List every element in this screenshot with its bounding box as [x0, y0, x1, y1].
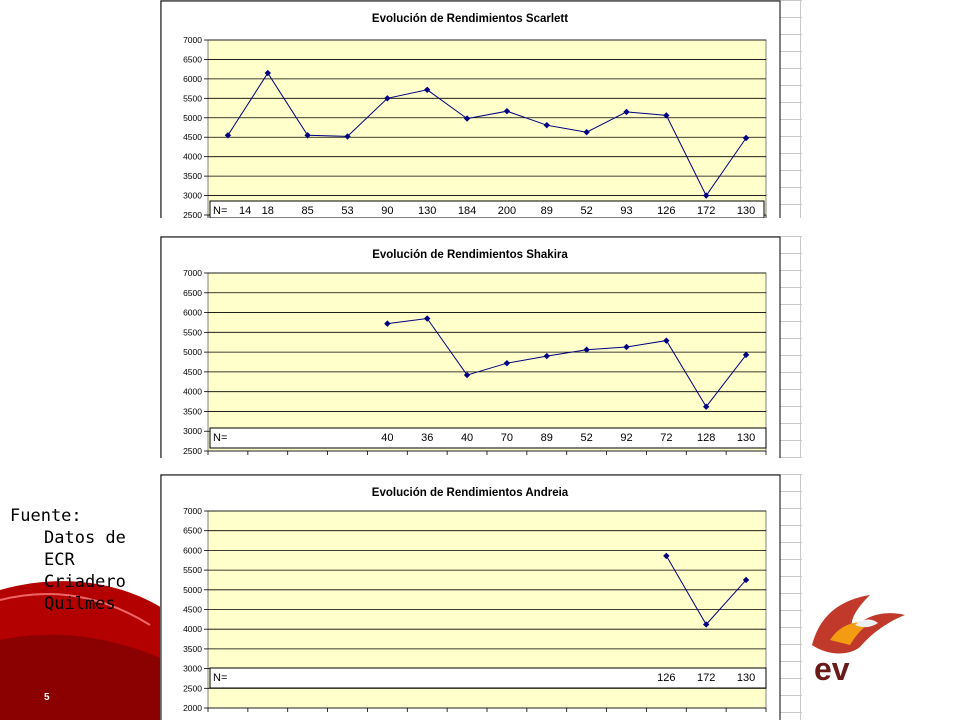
- eagle-icon: [800, 585, 910, 685]
- n-label: 52: [580, 432, 593, 444]
- n-box: [210, 668, 766, 688]
- y-tick-label: 7000: [183, 35, 202, 45]
- y-tick-label: 4000: [183, 151, 202, 162]
- y-tick-label: 4500: [183, 604, 202, 615]
- n-label: 14: [239, 205, 252, 217]
- n-label: 85: [301, 205, 314, 217]
- y-tick-label: 4500: [183, 366, 202, 377]
- chart-title: Evolución de Rendimientos Andreia: [371, 487, 569, 499]
- chart-svg-scarlett: [160, 0, 802, 218]
- y-tick-label: 6500: [183, 287, 202, 298]
- y-tick-label: 2000: [183, 703, 202, 713]
- y-tick-label: 6500: [183, 54, 202, 65]
- n-prefix: N=: [213, 205, 228, 217]
- y-tick-label: 3000: [183, 663, 202, 674]
- chart-svg-andreia: [160, 474, 802, 720]
- n-label: 172: [697, 672, 716, 684]
- n-box: [210, 201, 764, 218]
- chart-title: Evolución de Rendimientos Scarlett: [371, 13, 569, 25]
- n-label: 92: [620, 432, 633, 444]
- plot-area: [208, 273, 766, 451]
- y-tick-label: 6500: [183, 525, 202, 536]
- source-line: Quilmes: [44, 594, 116, 614]
- y-tick-label: 5000: [183, 112, 202, 123]
- y-tick-label: 6000: [183, 545, 202, 556]
- n-label: 89: [540, 432, 553, 444]
- source-note: [10, 505, 140, 615]
- y-tick-label: 4000: [183, 624, 202, 635]
- y-tick-label: 2500: [183, 683, 202, 694]
- y-tick-label: 5500: [183, 565, 202, 576]
- n-label: 53: [341, 205, 354, 217]
- y-tick-label: 3500: [183, 171, 202, 182]
- y-tick-label: 5000: [183, 584, 202, 595]
- y-tick-label: 4000: [183, 386, 202, 397]
- logo-text: ev: [814, 651, 850, 685]
- y-tick-label: 3500: [183, 643, 202, 654]
- y-tick-label: 3000: [183, 426, 202, 437]
- n-label: 130: [736, 672, 756, 684]
- y-tick-label: 4500: [183, 132, 202, 143]
- y-tick-label: 2500: [183, 446, 202, 456]
- n-label: 90: [381, 205, 394, 217]
- y-tick-label: 2500: [183, 210, 202, 218]
- source-label: Fuente:: [10, 506, 82, 526]
- n-label: 130: [736, 205, 756, 217]
- n-label: 200: [497, 205, 517, 217]
- n-label: 172: [697, 205, 716, 217]
- n-label: 18: [261, 205, 274, 217]
- plot-area: [208, 40, 766, 215]
- n-label: 52: [580, 205, 593, 217]
- n-label: 130: [736, 432, 756, 444]
- n-label: 40: [460, 432, 474, 444]
- n-label: 93: [620, 205, 633, 217]
- n-label: 126: [657, 205, 676, 217]
- y-tick-label: 3000: [183, 190, 202, 201]
- n-label: 40: [381, 432, 394, 444]
- n-label: 36: [421, 432, 434, 444]
- n-label: 128: [697, 432, 716, 444]
- n-prefix: N=: [213, 432, 228, 444]
- y-tick-label: 5000: [183, 347, 202, 358]
- n-label: 89: [540, 205, 553, 217]
- n-label: 130: [418, 205, 437, 217]
- chart-panel: [160, 236, 802, 458]
- n-label: 70: [500, 432, 514, 444]
- y-tick-label: 3500: [183, 406, 202, 417]
- source-line: Datos de: [44, 528, 126, 548]
- chart-title: Evolución de Rendimientos Shakira: [372, 249, 568, 261]
- y-tick-label: 5500: [183, 327, 202, 338]
- chart-panel: [160, 474, 802, 720]
- y-tick-label: 5500: [183, 93, 202, 104]
- n-box: [210, 428, 766, 448]
- source-line: Criadero: [44, 572, 126, 592]
- page-number: 5: [44, 692, 50, 703]
- n-label: 126: [657, 672, 676, 684]
- y-tick-label: 6000: [183, 307, 202, 318]
- n-prefix: N=: [213, 672, 228, 684]
- y-tick-label: 7000: [183, 506, 202, 516]
- source-line: ECR: [44, 550, 75, 570]
- chart-svg-shakira: [160, 236, 802, 458]
- n-label: 72: [660, 432, 673, 444]
- y-tick-label: 6000: [183, 73, 202, 84]
- y-tick-label: 7000: [183, 268, 202, 278]
- n-label: 184: [457, 205, 477, 217]
- chart-panel: [160, 0, 802, 218]
